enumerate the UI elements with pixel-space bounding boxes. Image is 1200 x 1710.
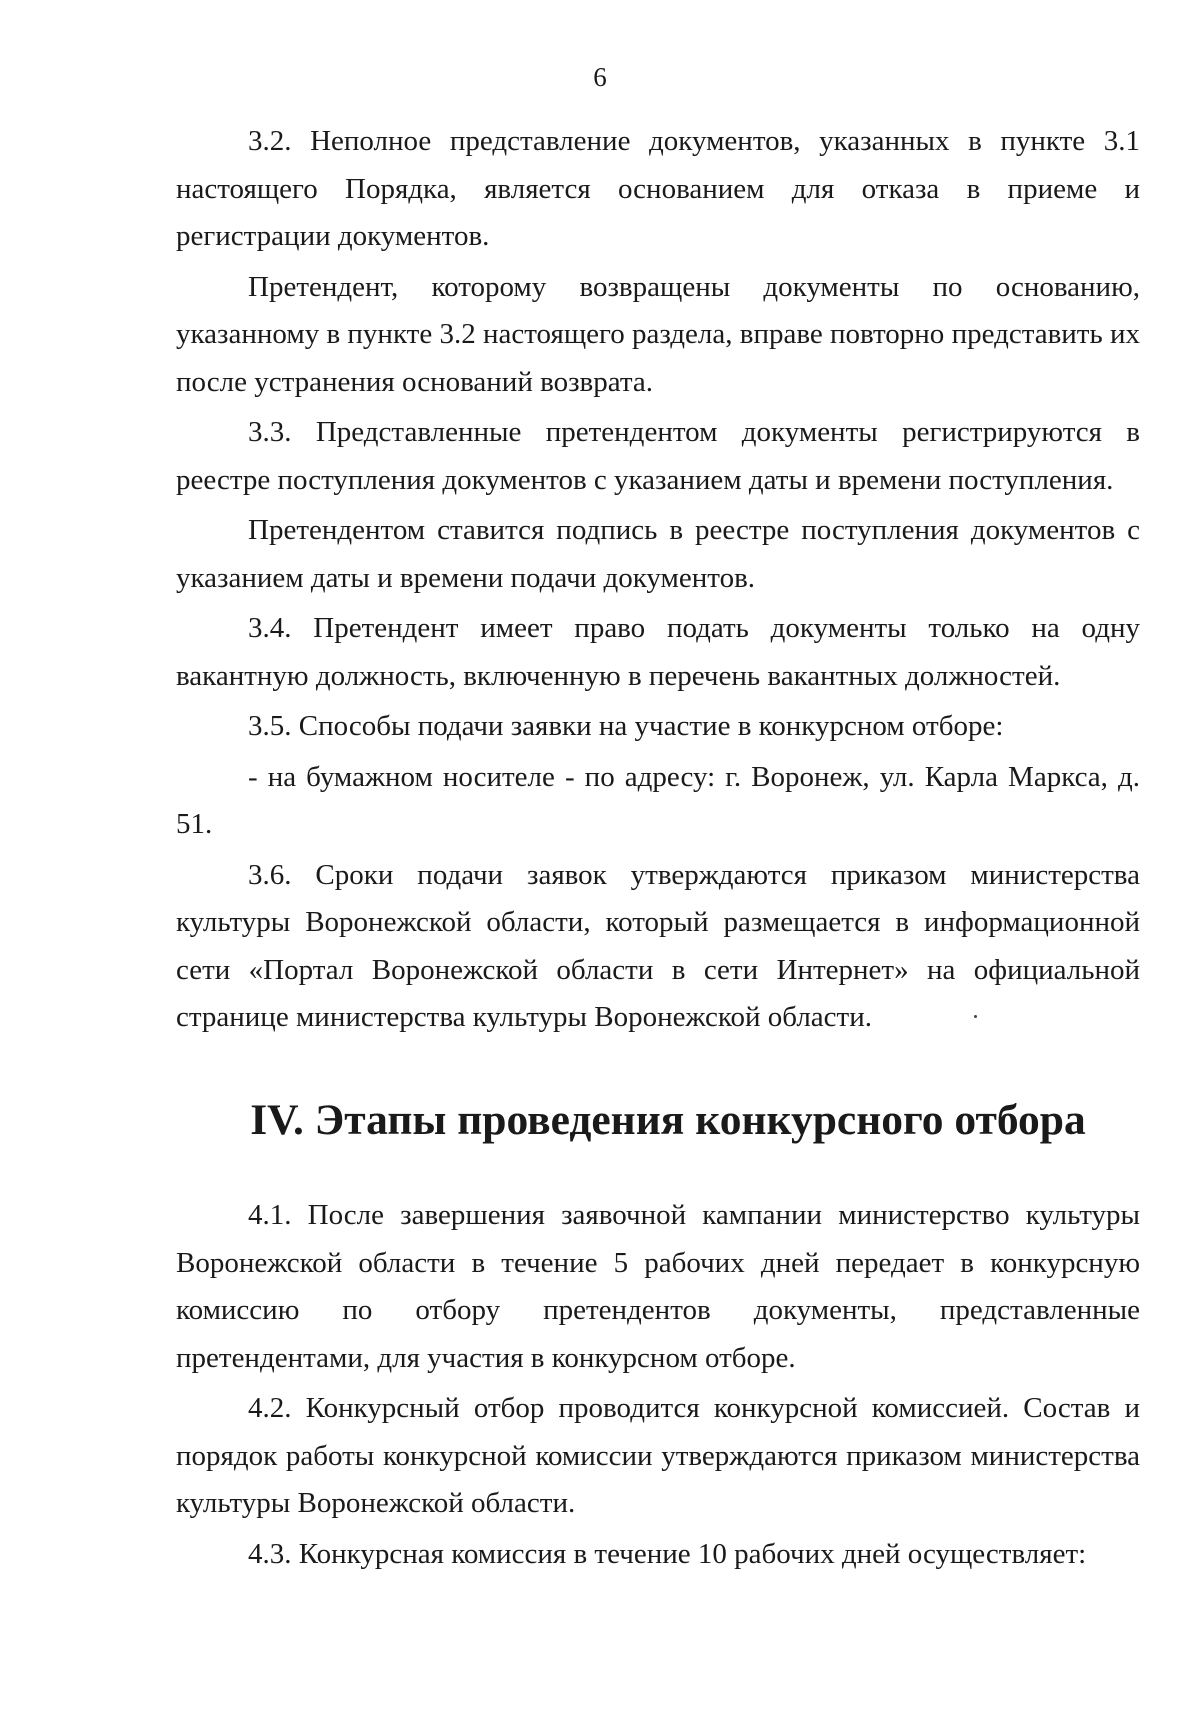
- paragraph-4-2: 4.2. Конкурсный отбор проводится конкурсной комиссией. Состав и порядок работы конкурсной комиссии утверждаются приказом министерства культуры Воронежской области.: [176, 1392, 1140, 1519]
- paragraph-3-5: 3.5. Способы подачи заявки на участие в конкурсном отборе:: [248, 710, 1004, 742]
- paragraph-3-3: 3.3. Представленные претендентом документы регистрируются в реестре поступления документов с указанием даты и времени поступления.: [176, 416, 1140, 496]
- paragraph-4-1: 4.1. После завершения заявочной кампании министерство культуры Воронежской области в течение 5 рабочих дней передает в конкурсную комиссию по отбору претендентов документы, представленные претендентами, для участия в конкурсном отборе.: [176, 1199, 1140, 1374]
- paragraph-3-3-note: Претендентом ставится подпись в реестре поступления документов с указанием даты и времени подачи документов.: [176, 514, 1140, 594]
- page-number: 6: [593, 62, 607, 92]
- document-body: [176, 118, 1140, 1581]
- paragraph-3-2: 3.2. Неполное представление документов, указанных в пункте 3.1 настоящего Порядка, является основанием для отказа в приеме и регистрации документов.: [176, 125, 1140, 252]
- paragraph-3-5-item: - на бумажном носителе - по адресу: г. Воронеж, ул. Карла Маркса, д. 51.: [176, 760, 1140, 840]
- section-heading: IV. Этапы проведения конкурсного отбора: [250, 1095, 1086, 1144]
- paragraph-3-6: 3.6. Сроки подачи заявок утверждаются приказом министерства культуры Воронежской области, который размещается в информационной сети «Портал Воронежской области в сети Интернет» на официальной странице министерства культуры Воронежской области.: [176, 858, 1140, 1033]
- paragraph-4-3: 4.3. Конкурсная комиссия в течение 10 рабочих дней осуществляет:: [248, 1537, 1087, 1570]
- spacer: [176, 1045, 1140, 1097]
- paragraph-3-2-note: Претендент, которому возвращены документы по основанию, указанному в пункте 3.2 настоящего раздела, вправе повторно представить их после устранения оснований возврата.: [176, 270, 1140, 398]
- paragraph-3-4: 3.4. Претендент имеет право подать документы только на одну вакантную должность, включенную в перечень вакантных должностей.: [176, 612, 1140, 692]
- spacer: [176, 1144, 1140, 1192]
- scan-speck: [974, 1015, 977, 1018]
